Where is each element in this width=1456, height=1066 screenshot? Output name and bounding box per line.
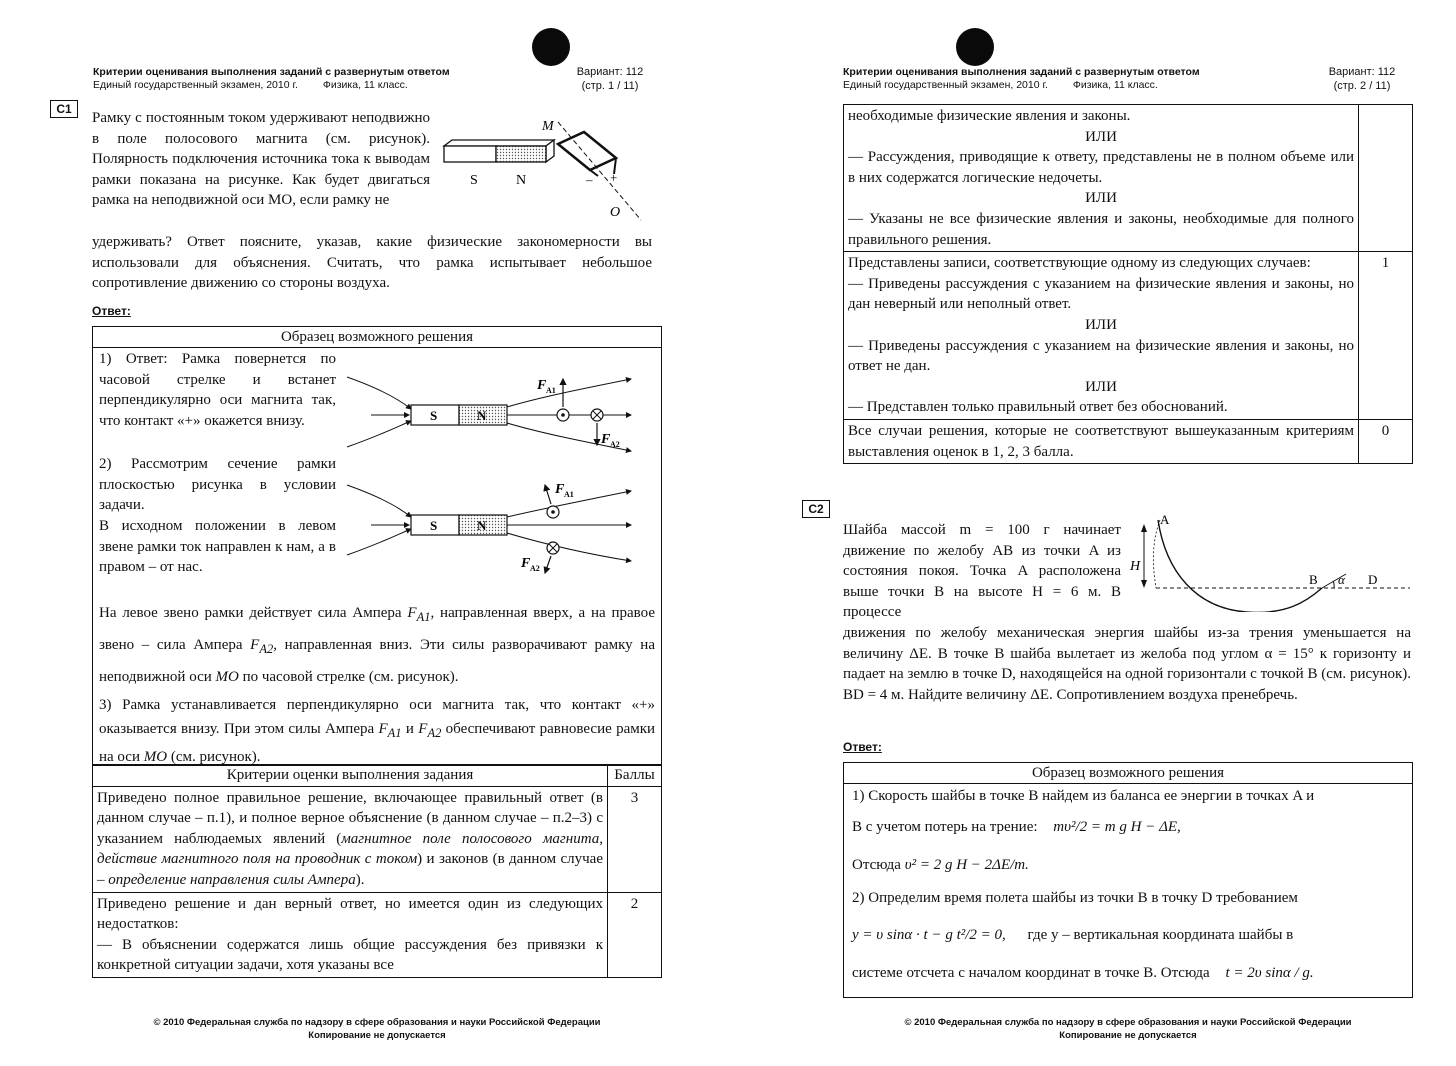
c1-solution-para-forces — [99, 599, 655, 691]
c1-question-rest: удерживать? Ответ поясните, указав, какие физические закономерности вы использовали для объяснения. Считать, что рамка испытывает небольшое сопротивление движению со стороны воздуха. — [92, 234, 652, 292]
force3-fa2 — [418, 721, 442, 740]
punch-hole — [956, 28, 994, 66]
force-fa1 — [407, 605, 431, 624]
force-fa2-sub: A2 — [259, 642, 274, 656]
footer-copyright: © 2010 Федеральная служба по надзору в сфере образования и науки Российской Федерации — [904, 1017, 1352, 1028]
equation-energy-balance: mυ²/2 = m g H − ΔE, — [1053, 819, 1181, 835]
c1-answer-label: Ответ: — [92, 304, 131, 318]
fig-plus-label: + — [610, 170, 618, 185]
para-text-b: , направленная вверх, а на правое звено – сила Ампера — [99, 605, 656, 653]
crit1-text-d: — Представлен только правильный ответ без обоснований. — [848, 399, 1228, 416]
footer-notice: Копирование не допускается — [1059, 1030, 1197, 1041]
score-header: Баллы — [608, 765, 662, 787]
c2-step1-line3 — [852, 855, 1404, 876]
variant-info — [560, 65, 660, 93]
page-number: (стр. 2 / 11) — [1333, 80, 1391, 92]
c1-solution-para-3 — [99, 693, 655, 769]
fig-point-d: D — [1368, 572, 1378, 587]
criteria-row-3 — [93, 786, 662, 892]
criteria-text-1 — [844, 252, 1359, 420]
page2-footer — [843, 1016, 1413, 1042]
header-subtitle: Единый государственный экзамен, 2010 г. — [843, 79, 1048, 91]
para-text-c: , направленная вниз. Эти силы разворачивают рамку на неподвижной оси — [99, 637, 655, 685]
fig2-a1-sub: A1 — [546, 386, 556, 395]
para3-text-a: 3) Рамка устанавливается перпендикулярно оси магнита так, что контакт «+» оказывается внизу. При этом силы Ампера — [99, 697, 655, 737]
fig-point-b: B — [1309, 572, 1318, 587]
c1-solution-title: Образец возможного решения — [93, 327, 661, 348]
fig3-fa1-label: F — [555, 482, 565, 497]
header-subject: Физика, 11 класс. — [322, 79, 408, 91]
force-fa1-letter: F — [407, 605, 417, 621]
cont-text-3: — Указаны не все физические явления и законы, необходимые для полного правильного решения. — [848, 210, 1354, 248]
fig3-fa2-label: F — [521, 556, 531, 571]
step2-text-b: где y – вертикальная координата шайбы в — [1027, 927, 1294, 943]
task-label-c2: С2 — [802, 500, 830, 518]
fig2-n-label: N — [477, 408, 487, 423]
force3-fa2-sub: A2 — [427, 726, 442, 740]
force3-fa1-sub: A1 — [387, 726, 402, 740]
criteria-text-2 — [93, 892, 608, 977]
fig3-a2-sub: A2 — [530, 564, 540, 573]
fig2-a2-sub: A2 — [610, 440, 620, 449]
c2-step2-line3 — [852, 963, 1404, 984]
c1-criteria-table-cont — [843, 104, 1413, 464]
page1-footer — [92, 1016, 662, 1042]
fig2-fa2-label: F — [601, 432, 611, 447]
fig-n-label: N — [516, 173, 527, 188]
force3-fa1 — [378, 721, 402, 740]
fig3-n-label: N — [477, 518, 487, 533]
fig-angle-alpha: α — [1338, 572, 1345, 587]
c2-intro: Шайба массой m = 100 г начинает движение по желобу AB из точки A из состояния покоя. Точка A расположена выше точки B на высоте H = 6 м. В процессе — [843, 522, 1121, 621]
c2-step2-line2 — [852, 925, 1404, 946]
task-label-c1: С1 — [50, 100, 78, 118]
crit3-text-a: Приведено полное правильное решение, включающее правильный ответ (в данном случае – п.1), и полное верное объяснение (в данном случае – п.2–3) с указанием наблюдаемых явлений ( — [97, 789, 603, 847]
variant-label: Вариант: 112 — [576, 66, 644, 78]
c1-solution-box — [92, 326, 662, 766]
footer-copyright: © 2010 Федеральная служба по надзору в сфере образования и науки Российской Федерации — [153, 1017, 601, 1028]
c2-rest: движения по желобу механическая энергия шайбы из-за трения уменьшается на величину ΔE. В точке B шайба вылетает из желоба под углом α = 15° к горизонту и падает на землю в точке D, находящейся на одной горизонтали с точкой B (см. рисунок). BD = 4 м. Найдите величину ΔE. Сопротивлением воздуха пренебречь. — [843, 625, 1411, 703]
fig-m-label: M — [542, 119, 554, 134]
or-separator: ИЛИ — [1085, 316, 1117, 333]
c2-solution-box — [843, 762, 1413, 998]
header-subject: Физика, 11 класс. — [1072, 79, 1158, 91]
fig3-a1-sub: A1 — [564, 490, 574, 499]
equation-flight-time: t = 2υ sinα / g. — [1225, 965, 1314, 981]
crit3-text-c: ). — [355, 871, 365, 888]
score-2-cont — [1359, 105, 1413, 252]
fig3-s-label: S — [430, 518, 438, 533]
or-separator: ИЛИ — [1085, 128, 1117, 145]
c2-solution-title: Образец возможного решения — [844, 763, 1412, 784]
criteria-row-2-cont — [844, 105, 1413, 252]
cont-text-2: — Рассуждения, приводящие к ответу, представлены не в полном объеме или в них содержатся логические недочеты. — [848, 149, 1354, 186]
step1-text-c: Отсюда — [852, 857, 901, 873]
header-title: Критерии оценивания выполнения заданий с развернутым ответом — [93, 66, 450, 78]
score-1: 1 — [1359, 252, 1413, 420]
fig-minus-label: – — [586, 172, 593, 187]
or-separator: ИЛИ — [1085, 378, 1117, 395]
fig-s-label: S — [470, 173, 478, 188]
variant-info — [1312, 65, 1412, 93]
axis3-mo: МО — [143, 749, 168, 765]
crit2-text-b: — В объяснении содержатся лишь общие рассуждения без привязки к конкретной ситуации задачи, хотя указаны все — [97, 936, 603, 974]
force3-fa1-letter: F — [378, 721, 388, 737]
c1-intro: Рамку с постоянным током удерживают неподвижно в поле полосового магнита (см. рисунок). Полярность подключения источника тока к выводам рамки показана на рисунке. Как будет двигаться рамка на неподвижной оси МО, если рамку не — [92, 110, 430, 209]
c1-solution-part3: В исходном положении в левом звене рамки ток направлен к нам, а в правом – от нас. — [99, 518, 336, 576]
crit1-text-b: — Приведены рассуждения с указанием на физические явления и законы, но дан неверный или неполный ответ. — [848, 275, 1354, 313]
criteria-header: Критерии оценки выполнения задания — [93, 765, 608, 787]
c2-answer-label: Ответ: — [843, 740, 882, 754]
page-2 — [728, 0, 1456, 1066]
crit2-text-a: Приведено решение и дан верный ответ, но имеется один из следующих недостатков: — [97, 895, 603, 933]
para3-text-c: обеспечивают равновесие рамки на оси — [99, 721, 656, 765]
c1-criteria-table — [92, 764, 662, 978]
score-3: 3 — [608, 786, 662, 892]
c1-solution-part1: 1) Ответ: Рамка повернется по часовой стрелке и встанет перпендикулярно оси магнита так, что контакт «+» окажется внизу. — [99, 351, 336, 429]
c2-step1-line1: 1) Скорость шайбы в точке B найдем из баланса ее энергии в точках A и — [852, 788, 1315, 804]
c2-step2-line1: 2) Определим время полета шайбы из точки B в точку D требованием — [852, 890, 1298, 906]
para3-text-d: (см. рисунок). — [170, 749, 261, 765]
cont-text-1: необходимые физические явления и законы. — [848, 108, 1131, 124]
fig-point-a: A — [1160, 512, 1170, 527]
criteria-text-3 — [93, 786, 608, 892]
criteria-text-2-cont — [844, 105, 1359, 252]
criteria-row-1 — [844, 252, 1413, 420]
c1-magnet-figure — [436, 112, 661, 224]
para-text-a: На левое звено рамки действует сила Ампера — [99, 605, 402, 621]
axis-mo: МО — [215, 669, 239, 685]
crit3-text-b: ) и законов (в данном случае – — [97, 851, 603, 888]
header-subtitle: Единый государственный экзамен, 2010 г. — [93, 79, 298, 91]
or-separator: ИЛИ — [1085, 190, 1117, 207]
footer-notice: Копирование не допускается — [308, 1030, 446, 1041]
fig2-fa1-label: F — [537, 378, 547, 393]
c2-step1-line2 — [852, 817, 1404, 838]
equation-velocity: υ² = 2 g H − 2ΔE/m. — [904, 857, 1029, 873]
para3-text-b: и — [405, 721, 414, 737]
fig-height-h: H — [1130, 559, 1141, 574]
fig-o-label: O — [610, 205, 621, 220]
equation-flight-y: y = υ sinα · t − g t²/2 = 0, — [852, 927, 1006, 943]
punch-hole — [532, 28, 570, 66]
score-0: 0 — [1359, 419, 1413, 463]
score-2: 2 — [608, 892, 662, 977]
crit3-italic-2: определение направления силы Ампера — [108, 871, 356, 888]
page-header — [843, 66, 1303, 92]
force3-fa2-letter: F — [418, 721, 428, 737]
criteria-row-0 — [844, 419, 1413, 463]
step1-text-b: B с учетом потерь на трение: — [852, 819, 1038, 835]
force-fa2-letter: F — [250, 637, 260, 653]
fig2-s-label: S — [430, 408, 438, 423]
header-title: Критерии оценивания выполнения заданий с развернутым ответом — [843, 66, 1200, 78]
force-fa2 — [250, 637, 274, 656]
criteria-text-0: Все случаи решения, которые не соответствуют вышеуказанным критериям выставления оценок в 1, 2, 3 балла. — [844, 419, 1359, 463]
para-text-d: по часовой стрелке (см. рисунок). — [242, 669, 459, 685]
crit1-text-a: Представлены записи, соответствующие одному из следующих случаев: — [848, 255, 1311, 272]
criteria-row-2 — [93, 892, 662, 977]
page-header — [93, 66, 553, 92]
variant-label: Вариант: 112 — [1328, 66, 1396, 78]
page-number: (стр. 1 / 11) — [581, 80, 639, 92]
c2-trough-figure — [1126, 512, 1412, 612]
force-fa1-sub: A1 — [416, 610, 431, 624]
step2-text-c: системе отсчета с началом координат в точке B. Отсюда — [852, 965, 1210, 981]
c1-field-lines-figure — [341, 349, 657, 597]
crit1-text-c: — Приведены рассуждения с указанием на физические явления и законы, но ответ не дан. — [848, 337, 1354, 375]
criteria-header-row — [93, 765, 662, 787]
crit3-italic-1: магнитное поле полосового магнита, действие магнитного поля на проводник с током — [97, 830, 603, 868]
c1-solution-part2: 2) Рассмотрим сечение рамки плоскостью рисунка в условии задачи. — [99, 456, 336, 514]
